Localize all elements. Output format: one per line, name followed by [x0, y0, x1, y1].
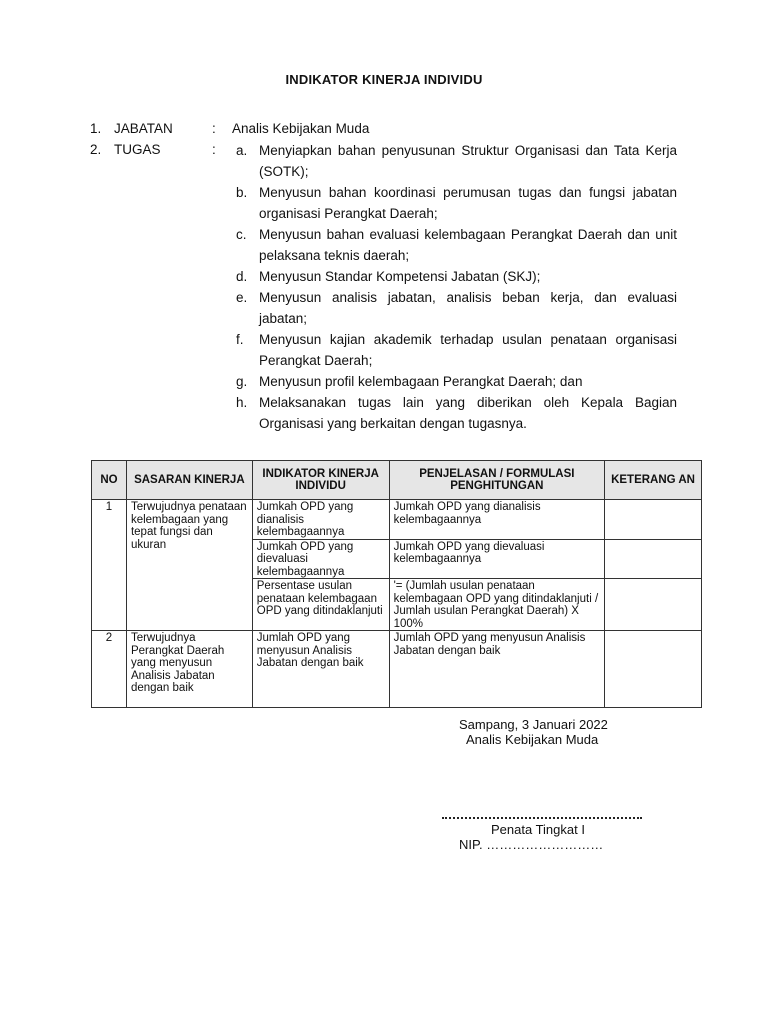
task-letter: a.: [236, 143, 248, 158]
cell-keterangan: [605, 500, 702, 540]
task-text: Menyusun Standar Kompetensi Jabatan (SKJ);: [259, 269, 541, 284]
tugas-number: 2.: [90, 142, 102, 157]
task-letter: g.: [236, 374, 248, 389]
task-letter: c.: [236, 227, 247, 242]
cell-indikator: Persentase usulan penataan kelembagaan OPD yang ditindaklanjuti: [252, 579, 389, 631]
task-text: Menyiapkan bahan penyusunan Struktur Organisasi dan Tata Kerja (SOTK);: [259, 143, 677, 179]
signature-line: [442, 817, 642, 819]
cell-no: 1: [92, 500, 127, 631]
cell-sasaran: Terwujudnya Perangkat Daerah yang menyusun Analisis Jabatan dengan baik: [126, 631, 252, 708]
task-letter: b.: [236, 185, 248, 200]
cell-no: 2: [92, 631, 127, 708]
jabatan-number: 1.: [90, 121, 102, 136]
task-letter: h.: [236, 395, 248, 410]
cell-indikator: Jumkah OPD yang dianalisis kelembagaannya: [252, 500, 389, 540]
header-no: NO: [92, 461, 127, 500]
cell-indikator: Jumkah OPD yang dievaluasi kelembagaannya: [252, 539, 389, 579]
header-penjelasan: PENJELASAN / FORMULASI PENGHITUNGAN: [389, 461, 605, 500]
task-item: [236, 392, 677, 434]
header-keterangan: KETERANG AN: [605, 461, 702, 500]
jabatan-label: JABATAN: [114, 121, 173, 136]
cell-keterangan: [605, 579, 702, 631]
document-title: INDIKATOR KINERJA INDIVIDU: [285, 72, 483, 87]
task-letter: d.: [236, 269, 248, 284]
task-text: Menyusun bahan koordinasi perumusan tugas dan fungsi jabatan organisasi Perangkat Daerah;: [259, 185, 677, 221]
cell-sasaran: Terwujudnya penataan kelembagaan yang tepat fungsi dan ukuran: [126, 500, 252, 631]
header-indikator: INDIKATOR KINERJA INDIVIDU: [252, 461, 389, 500]
cell-keterangan: [605, 631, 702, 708]
signer-rank: Penata Tingkat I: [491, 822, 585, 837]
task-item: [236, 266, 677, 287]
cell-penjelasan: Jumlah OPD yang menyusun Analisis Jabatan dengan baik: [389, 631, 605, 708]
task-text: Menyusun profil kelembagaan Perangkat Daerah; dan: [259, 374, 583, 389]
task-item: [236, 287, 677, 329]
cell-indikator: Jumlah OPD yang menyusun Analisis Jabatan dengan baik: [252, 631, 389, 708]
task-text: Menyusun analisis jabatan, analisis beban kerja, dan evaluasi jabatan;: [259, 290, 677, 326]
task-item: [236, 224, 677, 266]
cell-penjelasan: '= (Jumlah usulan penataan kelembagaan OPD yang ditindaklanjuti / Jumlah usulan Perangkat Daerah) X 100%: [389, 579, 605, 631]
task-list: [236, 140, 677, 434]
table-header-row: [92, 461, 702, 500]
jabatan-colon: :: [212, 121, 216, 136]
jabatan-value: Analis Kebijakan Muda: [232, 121, 370, 136]
task-item: [236, 140, 677, 182]
cell-penjelasan: Jumkah OPD yang dievaluasi kelembagaannya: [389, 539, 605, 579]
place-date: Sampang, 3 Januari 2022: [459, 717, 608, 732]
indicator-table: [91, 460, 702, 708]
table-row: [92, 500, 702, 540]
task-item: [236, 329, 677, 371]
task-text: Menyusun kajian akademik terhadap usulan penataan organisasi Perangkat Daerah;: [259, 332, 677, 368]
task-text: Melaksanakan tugas lain yang diberikan oleh Kepala Bagian Organisasi yang berkaitan dengan tugasnya.: [259, 395, 677, 431]
header-sasaran: SASARAN KINERJA: [126, 461, 252, 500]
cell-penjelasan: Jumkah OPD yang dianalisis kelembagaannya: [389, 500, 605, 540]
cell-keterangan: [605, 539, 702, 579]
signer-position: Analis Kebijakan Muda: [466, 732, 599, 747]
task-letter: e.: [236, 290, 248, 305]
table-row: [92, 631, 702, 708]
task-item: [236, 182, 677, 224]
tugas-colon: :: [212, 142, 216, 157]
task-text: Menyusun bahan evaluasi kelembagaan Perangkat Daerah dan unit pelaksana teknis daerah;: [259, 227, 677, 263]
signer-nip: NIP. ………………………: [459, 837, 604, 852]
task-letter: f.: [236, 332, 244, 347]
task-item: [236, 371, 677, 392]
tugas-label: TUGAS: [114, 142, 161, 157]
